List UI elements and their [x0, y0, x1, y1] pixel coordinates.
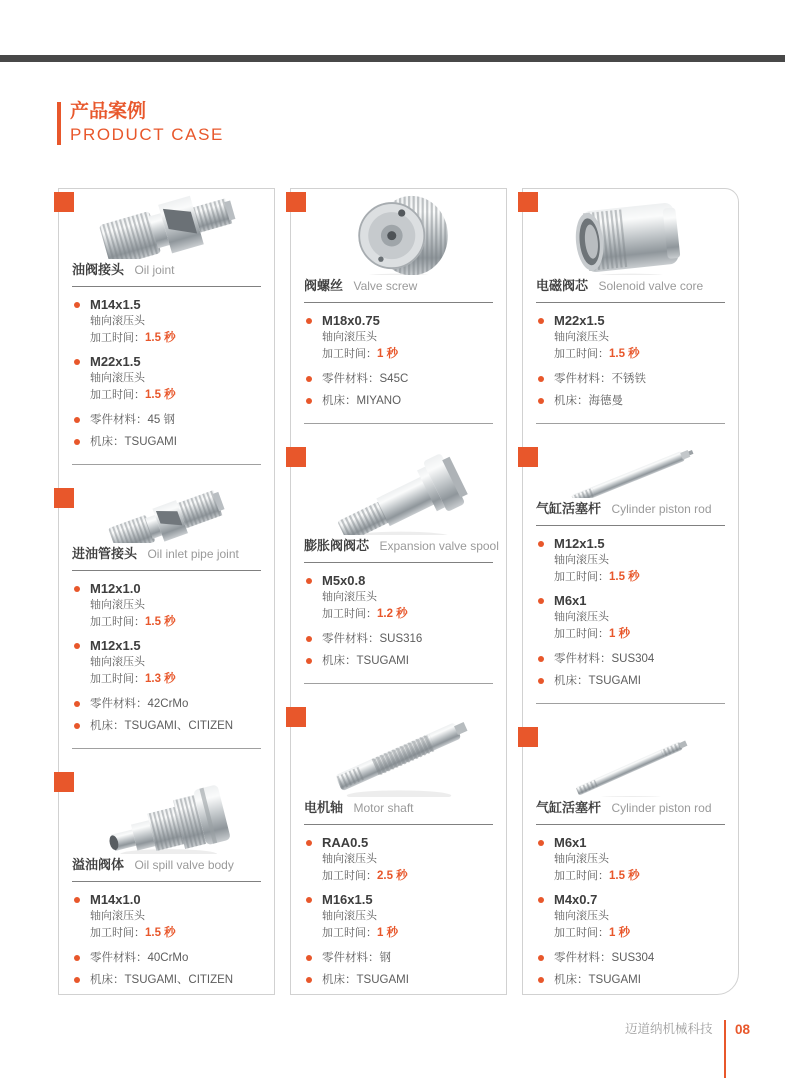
bullet-dot-icon — [306, 376, 312, 382]
product-title-en: Oil spill valve body — [134, 858, 234, 873]
spec-item — [72, 892, 261, 941]
product-title — [72, 854, 261, 874]
spec-time — [554, 346, 640, 363]
spec-size: M22x1.5 — [554, 313, 605, 329]
bullet-dot-icon — [538, 656, 544, 662]
spec-head: 轴向滚压头 — [322, 591, 377, 604]
material-text: 零件材料：钢 — [322, 951, 391, 964]
spec-size: M14x1.5 — [90, 297, 141, 313]
footer-company-name: 迈道纳机械科技 — [624, 1022, 713, 1036]
spec-time — [554, 868, 640, 885]
machine-text: 机床：海德曼 — [554, 394, 623, 407]
spec-size: M12x1.5 — [554, 536, 605, 552]
bullet-dot-icon — [538, 376, 544, 382]
machine-line — [304, 393, 493, 410]
product-title-cn: 电磁阀芯 — [536, 278, 589, 294]
spec-time-label: 加工时间： — [90, 331, 145, 344]
orange-square-icon — [54, 772, 74, 792]
spec-time-value: 1.5 秒 — [609, 570, 640, 583]
spec-head: 轴向滚压头 — [90, 656, 145, 669]
material-line — [72, 950, 261, 967]
material-line — [72, 696, 261, 713]
product-column-3 — [522, 188, 739, 995]
spec-size: M22x1.5 — [90, 354, 141, 370]
product-title — [72, 259, 261, 279]
bullet-dot-icon — [306, 897, 312, 903]
product-title-en: Solenoid valve core — [598, 279, 704, 294]
product-grid — [58, 188, 739, 995]
machine-text: 机床：TSUGAMI — [322, 973, 409, 986]
section-divider — [304, 683, 493, 684]
spec-item — [536, 313, 725, 362]
title-divider — [304, 562, 493, 563]
spec-head: 轴向滚压头 — [554, 853, 609, 866]
orange-square-icon — [518, 727, 538, 747]
product-title-cn: 进油管接头 — [72, 546, 138, 562]
spec-head: 轴向滚压头 — [554, 554, 609, 567]
product-title-en: Cylinder piston rod — [611, 502, 712, 517]
spec-head: 轴向滚压头 — [554, 611, 609, 624]
spec-list — [536, 835, 725, 994]
spec-size: M12x1.5 — [90, 638, 141, 654]
bullet-dot-icon — [538, 897, 544, 903]
bullet-dot-icon — [74, 302, 80, 308]
orange-square-icon — [286, 192, 306, 212]
spec-item — [304, 573, 493, 622]
product-title — [536, 275, 725, 295]
machine-line — [304, 972, 493, 989]
product-title-cn: 膨胀阀阀芯 — [304, 538, 370, 554]
spec-item — [536, 835, 725, 884]
bullet-dot-icon — [74, 586, 80, 592]
machine-line — [304, 653, 493, 670]
machine-text: 机床：TSUGAMI — [322, 654, 409, 667]
orange-square-icon — [286, 707, 306, 727]
bullet-dot-icon — [74, 439, 80, 445]
section-divider — [536, 423, 725, 424]
spec-time-value: 1 秒 — [377, 926, 399, 939]
spec-time — [322, 925, 398, 942]
orange-square-icon — [286, 447, 306, 467]
product-photo-cylinder-piston-rod — [536, 444, 725, 498]
title-divider — [72, 570, 261, 571]
product-title-en: Valve screw — [353, 279, 418, 294]
product-card-oil-joint — [59, 189, 274, 485]
section-divider — [72, 464, 261, 465]
orange-square-icon — [518, 192, 538, 212]
spec-time-value: 1.5 秒 — [609, 869, 640, 882]
product-title — [304, 535, 499, 555]
machine-line — [72, 718, 261, 735]
spec-time-value: 2.5 秒 — [377, 869, 408, 882]
title-divider — [304, 824, 493, 825]
spec-time-value: 1 秒 — [609, 627, 631, 640]
product-card-motor-shaft — [291, 704, 506, 994]
spec-time-value: 1 秒 — [609, 926, 631, 939]
material-text: 零件材料：不锈铁 — [554, 372, 646, 385]
spec-item — [304, 835, 493, 884]
machine-line — [536, 393, 725, 410]
bullet-dot-icon — [74, 417, 80, 423]
spec-list — [304, 573, 493, 675]
title-divider — [72, 881, 261, 882]
product-card-expansion-valve-spool — [291, 444, 506, 704]
spec-time-label: 加工时间： — [90, 615, 145, 628]
product-title-cn: 阀螺丝 — [304, 278, 344, 294]
spec-size: M12x1.0 — [90, 581, 141, 597]
product-photo-expansion-valve-spool — [304, 444, 493, 535]
bullet-dot-icon — [74, 701, 80, 707]
spec-time-value: 1 秒 — [377, 347, 399, 360]
section-divider — [72, 748, 261, 749]
material-text: 零件材料：S45C — [322, 372, 409, 385]
bullet-dot-icon — [74, 955, 80, 961]
product-title-cn: 溢油阀体 — [72, 857, 125, 873]
spec-time — [554, 925, 630, 942]
spec-list — [536, 536, 725, 695]
spec-head: 轴向滚压头 — [90, 910, 145, 923]
spec-time-value: 1.5 秒 — [145, 926, 176, 939]
spec-item — [72, 581, 261, 630]
spec-time-label: 加工时间： — [554, 570, 609, 583]
bullet-dot-icon — [306, 398, 312, 404]
spec-size: M18x0.75 — [322, 313, 380, 329]
bullet-dot-icon — [74, 897, 80, 903]
machine-text: 机床：TSUGAMI、CITIZEN — [90, 973, 234, 986]
spec-item — [536, 536, 725, 585]
spec-time — [322, 868, 408, 885]
bullet-dot-icon — [538, 678, 544, 684]
material-text: 零件材料：SUS316 — [322, 632, 423, 645]
spec-time-label: 加工时间： — [554, 926, 609, 939]
material-line — [304, 950, 493, 967]
machine-line — [72, 972, 261, 989]
spec-time — [554, 626, 630, 643]
product-title-cn: 气缸活塞杆 — [536, 501, 602, 517]
spec-list — [72, 892, 261, 994]
product-title — [304, 797, 493, 817]
product-card-cylinder-piston-rod — [523, 444, 738, 724]
product-title-cn: 电机轴 — [304, 800, 344, 816]
spec-size: RAA0.5 — [322, 835, 369, 851]
bullet-dot-icon — [538, 398, 544, 404]
spec-head: 轴向滚压头 — [554, 910, 609, 923]
spec-item — [304, 313, 493, 362]
spec-list — [304, 313, 493, 415]
spec-time-value: 1.5 秒 — [145, 331, 176, 344]
page-title — [57, 102, 224, 145]
product-column-2 — [290, 188, 507, 995]
spec-head: 轴向滚压头 — [90, 599, 145, 612]
material-text: 零件材料：45 钢 — [90, 413, 175, 426]
title-divider — [304, 302, 493, 303]
bullet-dot-icon — [306, 977, 312, 983]
section-divider — [536, 703, 725, 704]
machine-line — [536, 673, 725, 690]
bullet-dot-icon — [74, 977, 80, 983]
material-line — [304, 371, 493, 388]
orange-square-icon — [518, 447, 538, 467]
spec-size: M4x0.7 — [554, 892, 598, 908]
bullet-dot-icon — [306, 636, 312, 642]
spec-head: 轴向滚压头 — [90, 315, 145, 328]
title-divider — [536, 824, 725, 825]
spec-time-label: 加工时间： — [90, 926, 145, 939]
material-text: 零件材料：SUS304 — [554, 652, 655, 665]
spec-size: M14x1.0 — [90, 892, 141, 908]
product-photo-oil-joint — [72, 189, 261, 259]
spec-time — [322, 346, 398, 363]
bullet-dot-icon — [74, 723, 80, 729]
bullet-dot-icon — [538, 955, 544, 961]
spec-list — [72, 297, 261, 456]
title-divider — [72, 286, 261, 287]
bullet-dot-icon — [538, 541, 544, 547]
product-card-oil-inlet-pipe-joint — [59, 485, 274, 769]
spec-list — [72, 581, 261, 740]
product-title-en: Expansion valve spool — [379, 539, 499, 554]
spec-head: 轴向滚压头 — [322, 853, 377, 866]
product-title-cn: 气缸活塞杆 — [536, 800, 602, 816]
spec-item — [536, 593, 725, 642]
spec-size: M5x0.8 — [322, 573, 366, 589]
orange-square-icon — [54, 488, 74, 508]
page-footer — [625, 1020, 750, 1078]
material-text: 零件材料：SUS304 — [554, 951, 655, 964]
product-title — [72, 543, 261, 563]
bullet-dot-icon — [306, 955, 312, 961]
title-divider — [536, 302, 725, 303]
spec-head: 轴向滚压头 — [554, 331, 609, 344]
machine-text: 机床：MIYANO — [322, 394, 402, 407]
spec-time-value: 1.3 秒 — [145, 672, 176, 685]
section-divider — [304, 423, 493, 424]
material-line — [304, 631, 493, 648]
spec-item — [536, 892, 725, 941]
machine-text: 机床：TSUGAMI — [90, 435, 177, 448]
spec-time — [554, 569, 640, 586]
product-title — [536, 797, 725, 817]
product-photo-oil-inlet-pipe-joint — [72, 485, 261, 543]
spec-size: M6x1 — [554, 593, 587, 609]
product-photo-motor-shaft — [304, 704, 493, 797]
bullet-dot-icon — [74, 643, 80, 649]
orange-square-icon — [54, 192, 74, 212]
machine-line — [72, 434, 261, 451]
spec-list — [536, 313, 725, 415]
spec-head: 轴向滚压头 — [90, 372, 145, 385]
bullet-dot-icon — [74, 359, 80, 365]
machine-text: 机床：TSUGAMI、CITIZEN — [90, 719, 234, 732]
title-divider — [536, 525, 725, 526]
footer-page-number: 08 — [734, 1022, 750, 1037]
page-title-en: PRODUCT CASE — [70, 124, 224, 144]
spec-head: 轴向滚压头 — [322, 910, 377, 923]
product-title-en: Motor shaft — [353, 801, 414, 816]
machine-text: 机床：TSUGAMI — [554, 674, 641, 687]
spec-list — [304, 835, 493, 994]
product-card-oil-spill-valve-body — [59, 769, 274, 994]
bullet-dot-icon — [306, 578, 312, 584]
product-card-valve-screw — [291, 189, 506, 444]
spec-time-label: 加工时间： — [90, 672, 145, 685]
spec-time — [90, 671, 176, 688]
spec-item — [72, 297, 261, 346]
spec-time — [90, 925, 176, 942]
spec-time-label: 加工时间： — [322, 607, 377, 620]
spec-time-value: 1.2 秒 — [377, 607, 408, 620]
material-line — [536, 371, 725, 388]
spec-item — [72, 638, 261, 687]
spec-head: 轴向滚压头 — [322, 331, 377, 344]
product-photo-solenoid-valve-core — [536, 189, 725, 275]
product-card-solenoid-valve-core — [523, 189, 738, 444]
page-title-cn: 产品案例 — [70, 101, 147, 122]
product-title-cn: 油阀接头 — [72, 262, 125, 278]
product-photo-cylinder-piston-rod-2 — [536, 724, 725, 797]
spec-size: M16x1.5 — [322, 892, 373, 908]
spec-time — [90, 330, 176, 347]
spec-time-label: 加工时间： — [90, 388, 145, 401]
bullet-dot-icon — [306, 840, 312, 846]
product-title-en: Cylinder piston rod — [611, 801, 712, 816]
bullet-dot-icon — [538, 840, 544, 846]
machine-text: 机床：TSUGAMI — [554, 973, 641, 986]
product-photo-oil-spill-valve-body — [72, 769, 261, 854]
spec-time-label: 加工时间： — [322, 347, 377, 360]
product-title — [536, 498, 725, 518]
spec-item — [304, 892, 493, 941]
spec-time-value: 1.5 秒 — [145, 388, 176, 401]
spec-time-label: 加工时间： — [554, 627, 609, 640]
spec-size: M6x1 — [554, 835, 587, 851]
bullet-dot-icon — [538, 598, 544, 604]
spec-time-value: 1.5 秒 — [145, 615, 176, 628]
product-photo-valve-screw — [304, 189, 493, 275]
bullet-dot-icon — [538, 977, 544, 983]
spec-time-label: 加工时间： — [322, 926, 377, 939]
spec-time — [90, 387, 176, 404]
product-column-1 — [58, 188, 275, 995]
spec-time-label: 加工时间： — [322, 869, 377, 882]
product-title-en: Oil joint — [134, 263, 175, 278]
machine-line — [536, 972, 725, 989]
page-top-bar — [0, 55, 785, 62]
material-text: 零件材料：40CrMo — [90, 951, 189, 964]
spec-time-value: 1.5 秒 — [609, 347, 640, 360]
spec-time — [322, 606, 408, 623]
spec-time — [90, 614, 176, 631]
spec-item — [72, 354, 261, 403]
spec-time-label: 加工时间： — [554, 347, 609, 360]
product-card-cylinder-piston-rod-2 — [523, 724, 738, 994]
product-title-en: Oil inlet pipe joint — [147, 547, 239, 562]
bullet-dot-icon — [306, 318, 312, 324]
bullet-dot-icon — [538, 318, 544, 324]
product-title — [304, 275, 493, 295]
material-line — [536, 651, 725, 668]
spec-time-label: 加工时间： — [554, 869, 609, 882]
material-line — [536, 950, 725, 967]
material-text: 零件材料：42CrMo — [90, 697, 189, 710]
material-line — [72, 412, 261, 429]
bullet-dot-icon — [306, 658, 312, 664]
